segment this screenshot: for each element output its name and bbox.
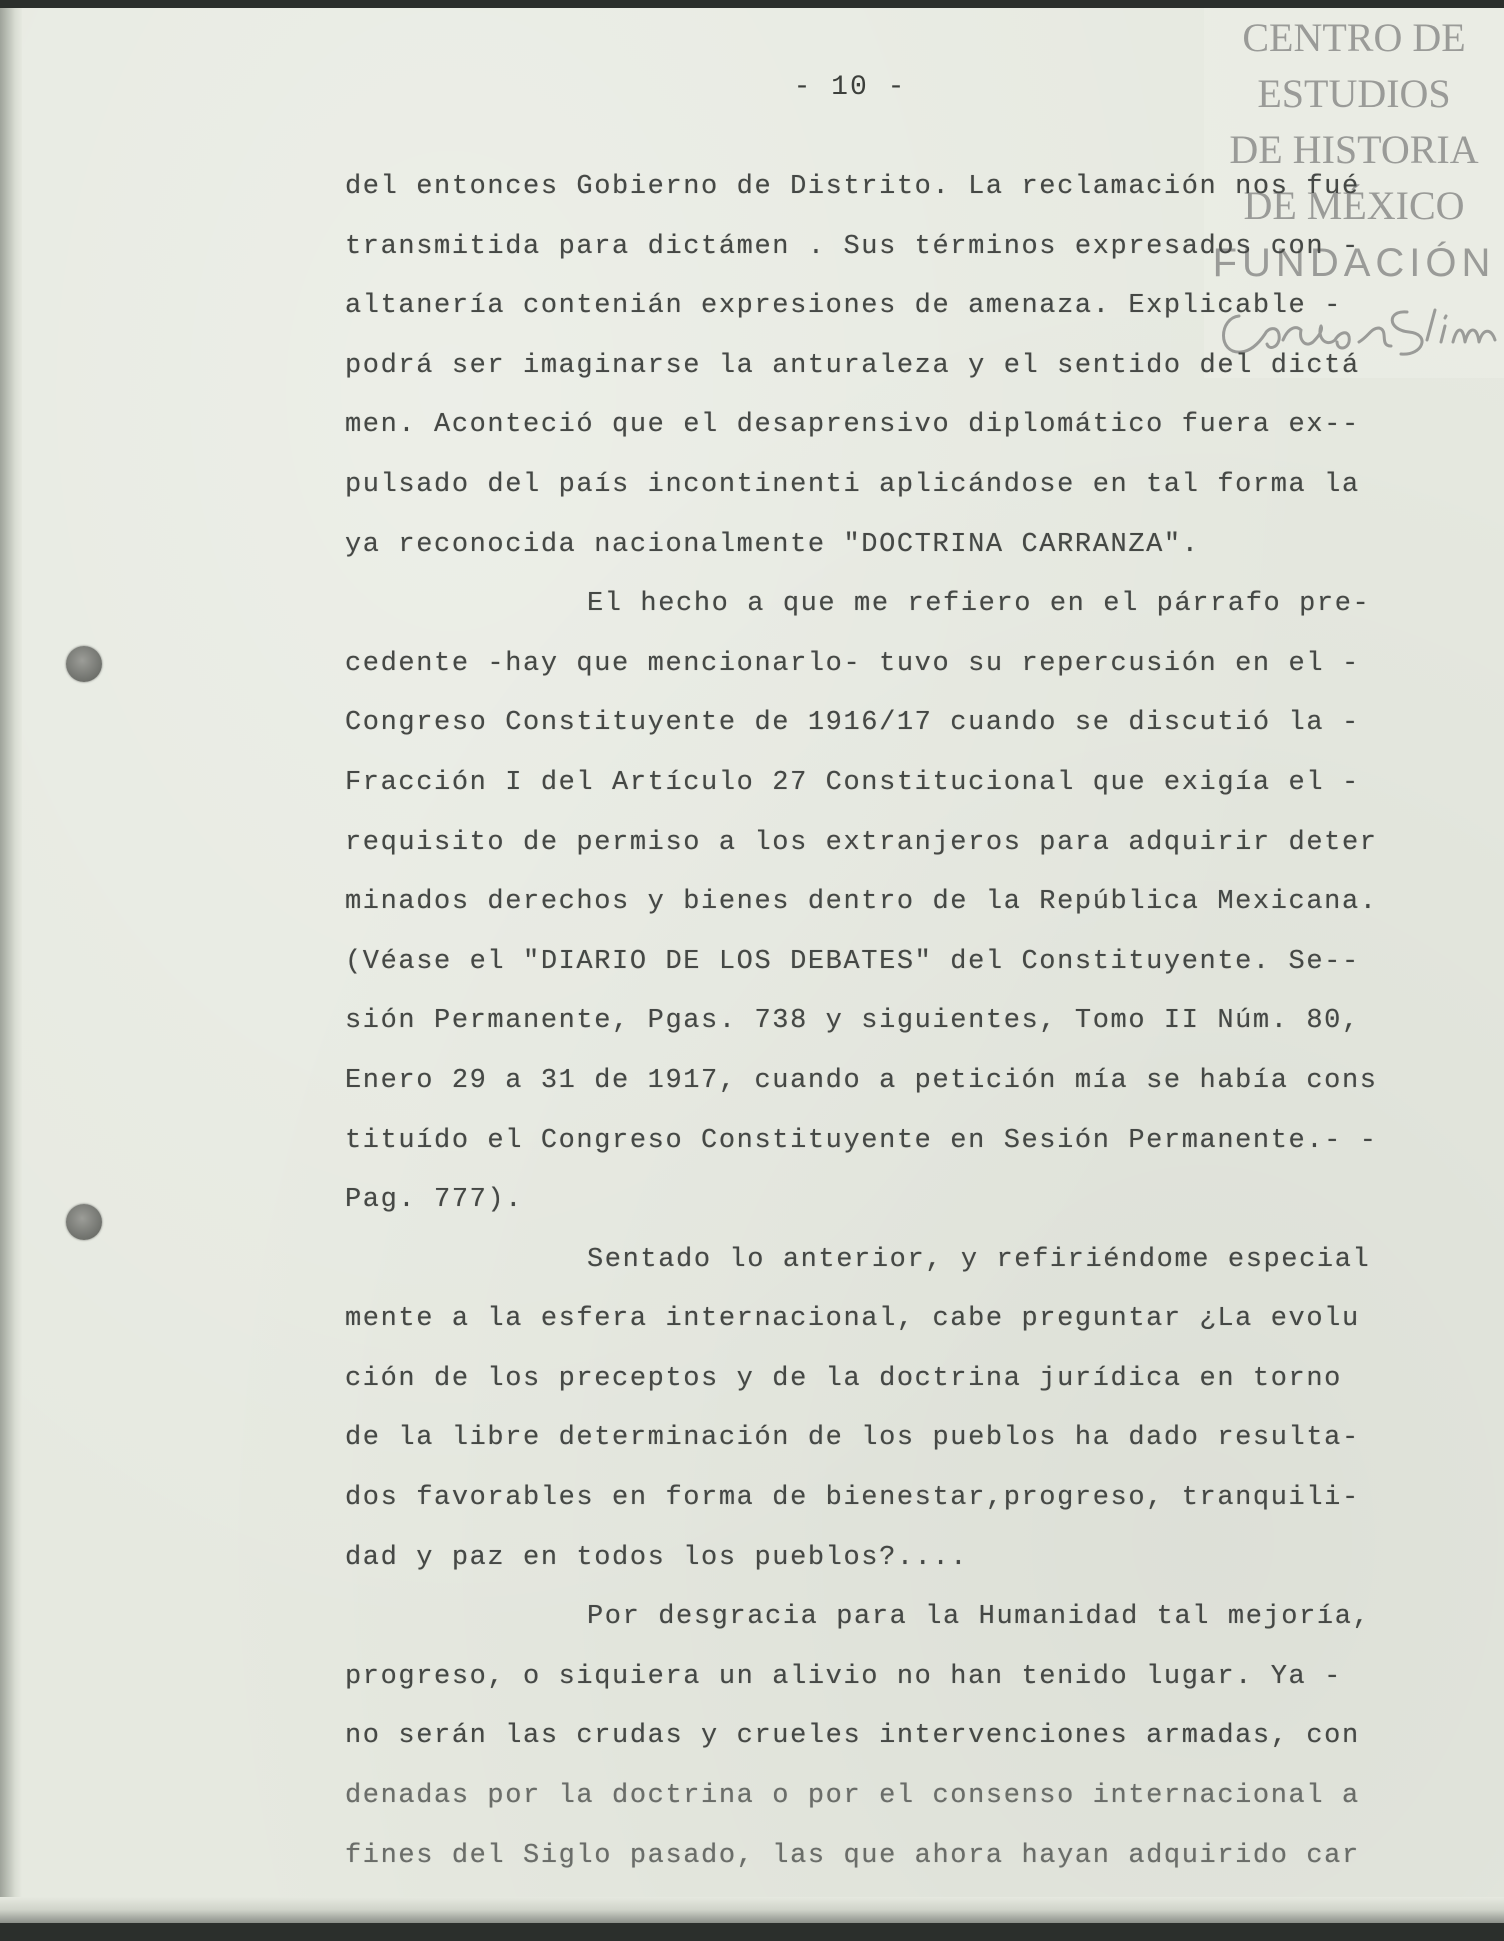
paragraph-start-line: Por desgracia para la Humanidad tal mejoría, bbox=[587, 1602, 1371, 1633]
watermark-line: ESTUDIOS bbox=[1257, 71, 1451, 116]
punch-hole-icon bbox=[66, 1204, 102, 1240]
text-line: denadas por la doctrina o por el consenso internacional a bbox=[345, 1781, 1360, 1812]
watermark-foundation: FUNDACIÓN bbox=[1212, 241, 1496, 285]
text-line: dad y paz en todos los pueblos?.... bbox=[345, 1542, 969, 1573]
text-line: Pag. 777). bbox=[345, 1185, 524, 1216]
text-line: fines del Siglo pasado, las que ahora hayan adquirido car bbox=[345, 1840, 1360, 1871]
watermark-line: DE HISTORIA bbox=[1229, 127, 1479, 172]
text-line: sión Permanente, Pgas. 738 y siguientes, Tomo II Núm. 80, bbox=[345, 1006, 1360, 1037]
document-page bbox=[0, 8, 1504, 1923]
text-line: (Véase el "DIARIO DE LOS DEBATES" del Constituyente. Se-- bbox=[345, 946, 1360, 977]
text-line: dos favorables en forma de bienestar,progreso, tranquili- bbox=[345, 1483, 1360, 1514]
text-line: del entonces Gobierno de Distrito. La reclamación nos fué bbox=[345, 172, 1360, 202]
text-line: ción de los preceptos y de la doctrina jurídica en torno bbox=[345, 1363, 1342, 1394]
text-line: tituído el Congreso Constituyente en Sesión Permanente.- - bbox=[345, 1125, 1378, 1156]
text-line: requisito de permiso a los extranjeros para adquirir deter bbox=[345, 827, 1378, 858]
text-line: Enero 29 a 31 de 1917, cuando a petición mía se había cons bbox=[345, 1065, 1378, 1096]
page-left-edge-shadow bbox=[0, 8, 22, 1923]
text-line: minados derechos y bienes dentro de la República Mexicana. bbox=[345, 887, 1378, 918]
page-bottom-edge-shadow bbox=[0, 1897, 1504, 1923]
punch-hole-icon bbox=[66, 646, 102, 682]
text-line: Fracción I del Artículo 27 Constitucional que exigía el - bbox=[345, 767, 1360, 798]
text-line: progreso, o siquiera un alivio no han tenido lugar. Ya - bbox=[345, 1661, 1342, 1692]
text-line: men. Aconteció que el desaprensivo diplomático fuera ex-- bbox=[345, 410, 1360, 441]
watermark-line: DE MÉXICO bbox=[1243, 183, 1465, 228]
text-line: no serán las crudas y crueles intervenciones armadas, con bbox=[345, 1721, 1360, 1752]
text-line: mente a la esfera internacional, cabe preguntar ¿La evolu bbox=[345, 1304, 1360, 1335]
text-line: cedente -hay que mencionarlo- tuvo su repercusión en el - bbox=[345, 648, 1360, 679]
text-line: podrá ser imaginarse la anturaleza y el sentido del dictá bbox=[345, 350, 1360, 381]
text-line: Congreso Constituyente de 1916/17 cuando se discutió la - bbox=[345, 708, 1360, 739]
text-line: altanería contenián expresiones de amenaza. Explicable - bbox=[345, 291, 1342, 322]
text-line: transmitida para dictámen . Sus términos expresados con - bbox=[345, 231, 1360, 262]
watermark-line: CENTRO DE bbox=[1242, 15, 1466, 60]
page-number: - 10 - bbox=[793, 72, 907, 103]
text-line: ya reconocida nacionalmente "DOCTRINA CARRANZA". bbox=[345, 529, 1200, 560]
typewritten-body bbox=[345, 158, 1405, 1886]
paragraph-start-line: Sentado lo anterior, y refiriéndome especial bbox=[587, 1244, 1371, 1275]
text-line: pulsado del país incontinenti aplicándose en tal forma la bbox=[345, 469, 1360, 500]
paragraph-start-line: El hecho a que me refiero en el párrafo pre- bbox=[587, 589, 1371, 620]
text-line: de la libre determinación de los pueblos ha dado resulta- bbox=[345, 1423, 1360, 1454]
